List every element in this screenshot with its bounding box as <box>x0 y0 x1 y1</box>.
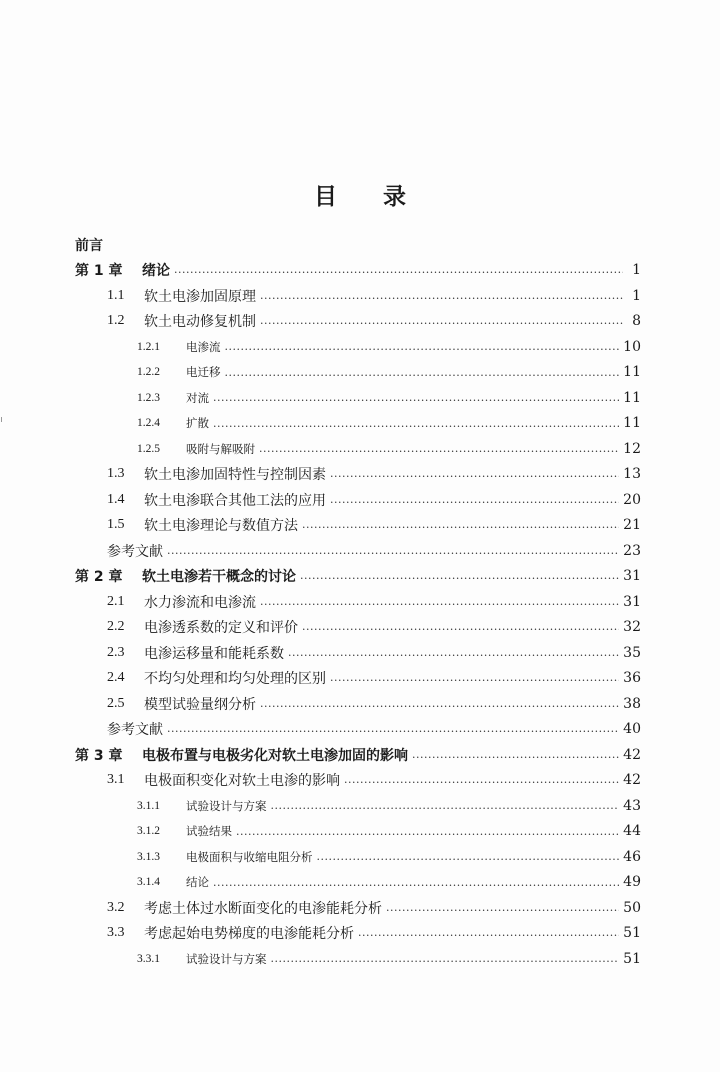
toc-entry-number: 1.4 <box>107 491 125 507</box>
toc-dot-leader <box>225 342 620 354</box>
toc-dot-leader <box>213 393 619 405</box>
toc-entry-label: 试验设计与方案 <box>186 798 267 813</box>
toc-entry-label: 软土电动修复机制 <box>144 314 256 331</box>
toc-entry-number: 2.4 <box>107 670 125 686</box>
toc-page-number: 40 <box>623 721 641 738</box>
toc-entry-label: 考虑起始电势梯度的电渗能耗分析 <box>144 926 354 943</box>
toc-entry-label: 水力渗流和电渗流 <box>144 594 256 611</box>
toc-entry-number: 第 1 章 <box>75 263 123 280</box>
toc-entry-label: 模型试验量纲分析 <box>144 696 256 713</box>
toc-entry-label: 软土电渗加固特性与控制因素 <box>144 467 326 484</box>
toc-dot-leader <box>317 852 620 864</box>
toc-dot-leader <box>288 647 619 661</box>
toc-dot-leader <box>271 954 620 966</box>
toc-page-number: 8 <box>632 313 641 330</box>
toc-entry-number: 3.1 <box>107 772 125 788</box>
toc-page-number: 31 <box>623 568 641 585</box>
toc-subsection-entry[interactable] <box>75 819 641 845</box>
toc-chapter-entry[interactable] <box>75 742 641 768</box>
toc-section-entry[interactable] <box>75 666 641 692</box>
toc-dot-leader <box>330 672 619 686</box>
toc-page-number: 31 <box>623 593 641 610</box>
toc-entry-label: 考虑土体过水断面变化的电渗能耗分析 <box>144 900 382 917</box>
toc-page-number: 44 <box>623 823 641 840</box>
toc-page-number: 10 <box>623 338 641 355</box>
toc-entry-label: 电渗透系数的定义和评价 <box>144 620 298 637</box>
toc-entry-label: 软土电渗理论与数值方法 <box>144 518 298 535</box>
toc-page-number: 23 <box>623 542 641 559</box>
toc-subsection-entry[interactable] <box>75 334 641 360</box>
title-right-char: 录 <box>383 184 406 210</box>
toc-subsection-entry[interactable] <box>75 360 641 386</box>
toc-entry-number: 1.1 <box>107 287 125 303</box>
toc-page-number: 11 <box>623 364 641 381</box>
toc-dot-leader <box>260 315 623 329</box>
toc-dot-leader <box>167 723 619 737</box>
toc-dot-leader <box>300 570 619 584</box>
toc-entry-number: 1.2.2 <box>137 366 160 379</box>
toc-dot-leader <box>167 545 619 559</box>
toc-dot-leader <box>330 468 619 482</box>
toc-page-number: 51 <box>623 925 641 942</box>
toc-entry-label: 软土电渗加固原理 <box>144 288 256 305</box>
toc-preface[interactable] <box>75 232 641 258</box>
toc-section-entry[interactable] <box>75 921 641 947</box>
toc-dot-leader <box>344 774 619 788</box>
toc-entry-number: 1.2.1 <box>137 340 160 353</box>
toc-entry-number: 1.5 <box>107 517 125 533</box>
toc-entry-number: 3.3 <box>107 925 125 941</box>
toc-page-number: 36 <box>623 670 641 687</box>
toc-entry-number: 1.3 <box>107 466 125 482</box>
toc-entry-number: 3.1.3 <box>137 850 160 863</box>
toc-entry-label: 软土电渗联合其他工法的应用 <box>144 492 326 509</box>
title-left-char: 目 <box>314 184 337 210</box>
toc-subsection-entry[interactable] <box>75 411 641 437</box>
toc-dot-leader <box>302 519 619 533</box>
toc-entry-number: 1.2.5 <box>137 442 160 455</box>
toc-references-entry[interactable] <box>75 538 641 564</box>
toc-dot-leader <box>386 902 619 916</box>
toc-dot-leader <box>213 878 619 890</box>
toc-entry-number: 3.1.4 <box>137 876 160 889</box>
toc-section-entry[interactable] <box>75 768 641 794</box>
toc-subsection-entry[interactable] <box>75 436 641 462</box>
toc-chapter-entry[interactable] <box>75 564 641 590</box>
toc-dot-leader <box>358 927 619 941</box>
toc-dot-leader <box>259 444 619 456</box>
toc-subsection-entry[interactable] <box>75 793 641 819</box>
toc-entry-label: 电渗流 <box>186 339 221 354</box>
toc-section-entry[interactable] <box>75 640 641 666</box>
toc-entry-number: 2.3 <box>107 644 125 660</box>
toc-entry-label: 电极面积与收缩电阻分析 <box>186 849 313 864</box>
toc-section-entry[interactable] <box>75 462 641 488</box>
toc-page-number: 38 <box>623 695 641 712</box>
toc-dot-leader <box>225 368 620 380</box>
toc-entry-label: 试验结果 <box>186 824 232 839</box>
toc-entry-label: 对流 <box>186 390 209 405</box>
toc-preface-label: 前言 <box>75 237 103 254</box>
toc-page-number: 42 <box>623 746 641 763</box>
toc-references-entry[interactable] <box>75 717 641 743</box>
toc-dot-leader <box>260 290 623 304</box>
toc-page-number: 1 <box>632 262 641 279</box>
toc-section-entry[interactable] <box>75 513 641 539</box>
toc-dot-leader <box>174 264 623 278</box>
toc-entry-label: 电渗运移量和能耗系数 <box>144 645 284 662</box>
toc-page-number: 50 <box>623 899 641 916</box>
toc-entry-number: 第 3 章 <box>75 747 123 764</box>
toc-entry-number: 3.2 <box>107 899 125 915</box>
toc-dot-leader <box>271 801 620 813</box>
toc-page-number: 42 <box>623 772 641 789</box>
toc-dot-leader <box>302 621 619 635</box>
toc-dot-leader <box>213 419 619 431</box>
toc-dot-leader <box>412 749 619 763</box>
toc-entry-number: 2.2 <box>107 619 125 635</box>
toc-entry-number: 3.1.2 <box>137 825 160 838</box>
toc-subsection-entry[interactable] <box>75 946 641 972</box>
toc-entry-label: 电极布置与电极劣化对软土电渗加固的影响 <box>142 747 408 764</box>
table-of-contents <box>75 232 641 972</box>
toc-entry-number: 3.3.1 <box>137 952 160 965</box>
toc-entry-label: 试验设计与方案 <box>186 951 267 966</box>
toc-entries <box>75 258 641 972</box>
toc-dot-leader <box>236 827 619 839</box>
page-title <box>0 178 720 211</box>
toc-entry-label: 不均匀处理和均匀处理的区别 <box>144 671 326 688</box>
toc-page-number: 1 <box>632 287 641 304</box>
toc-dot-leader <box>260 596 619 610</box>
toc-dot-leader <box>260 698 619 712</box>
toc-entry-number: 3.1.1 <box>137 799 160 812</box>
toc-entry-number: 2.5 <box>107 695 125 711</box>
toc-entry-number: 2.1 <box>107 593 125 609</box>
toc-page-number: 51 <box>623 950 641 967</box>
toc-page-number: 49 <box>623 874 641 891</box>
toc-entry-label: 参考文献 <box>107 722 163 739</box>
toc-page-number: 20 <box>623 491 641 508</box>
toc-entry-label: 扩散 <box>186 416 209 431</box>
toc-section-entry[interactable] <box>75 895 641 921</box>
toc-entry-label: 结论 <box>186 875 209 890</box>
toc-entry-number: 1.2.4 <box>137 417 160 430</box>
toc-section-entry[interactable] <box>75 691 641 717</box>
toc-entry-number: 1.2 <box>107 313 125 329</box>
toc-page-number: 11 <box>623 415 641 432</box>
toc-page-number: 11 <box>623 389 641 406</box>
toc-page-number: 21 <box>623 517 641 534</box>
toc-entry-label: 参考文献 <box>107 543 163 560</box>
toc-chapter-entry[interactable] <box>75 258 641 284</box>
toc-entry-number: 第 2 章 <box>75 569 123 586</box>
toc-subsection-entry[interactable] <box>75 385 641 411</box>
toc-page-number: 43 <box>623 797 641 814</box>
toc-entry-label: 绪论 <box>142 263 170 280</box>
toc-section-entry[interactable] <box>75 487 641 513</box>
toc-section-entry[interactable] <box>75 283 641 309</box>
toc-section-entry[interactable] <box>75 615 641 641</box>
toc-page-number: 46 <box>623 848 641 865</box>
toc-page-number: 12 <box>623 440 641 457</box>
toc-entry-number: 1.2.3 <box>137 391 160 404</box>
toc-page-number: 35 <box>623 644 641 661</box>
toc-dot-leader <box>330 494 619 508</box>
toc-section-entry[interactable] <box>75 589 641 615</box>
toc-subsection-entry[interactable] <box>75 870 641 896</box>
toc-entry-label: 软土电渗若干概念的讨论 <box>142 569 296 586</box>
toc-section-entry[interactable] <box>75 309 641 335</box>
scan-edge-mark <box>1 417 2 422</box>
toc-entry-label: 吸附与解吸附 <box>186 441 255 456</box>
toc-subsection-entry[interactable] <box>75 844 641 870</box>
toc-page-number: 32 <box>623 619 641 636</box>
toc-entry-label: 电极面积变化对软土电渗的影响 <box>144 773 340 790</box>
toc-page-number: 13 <box>623 466 641 483</box>
toc-entry-label: 电迁移 <box>186 365 221 380</box>
